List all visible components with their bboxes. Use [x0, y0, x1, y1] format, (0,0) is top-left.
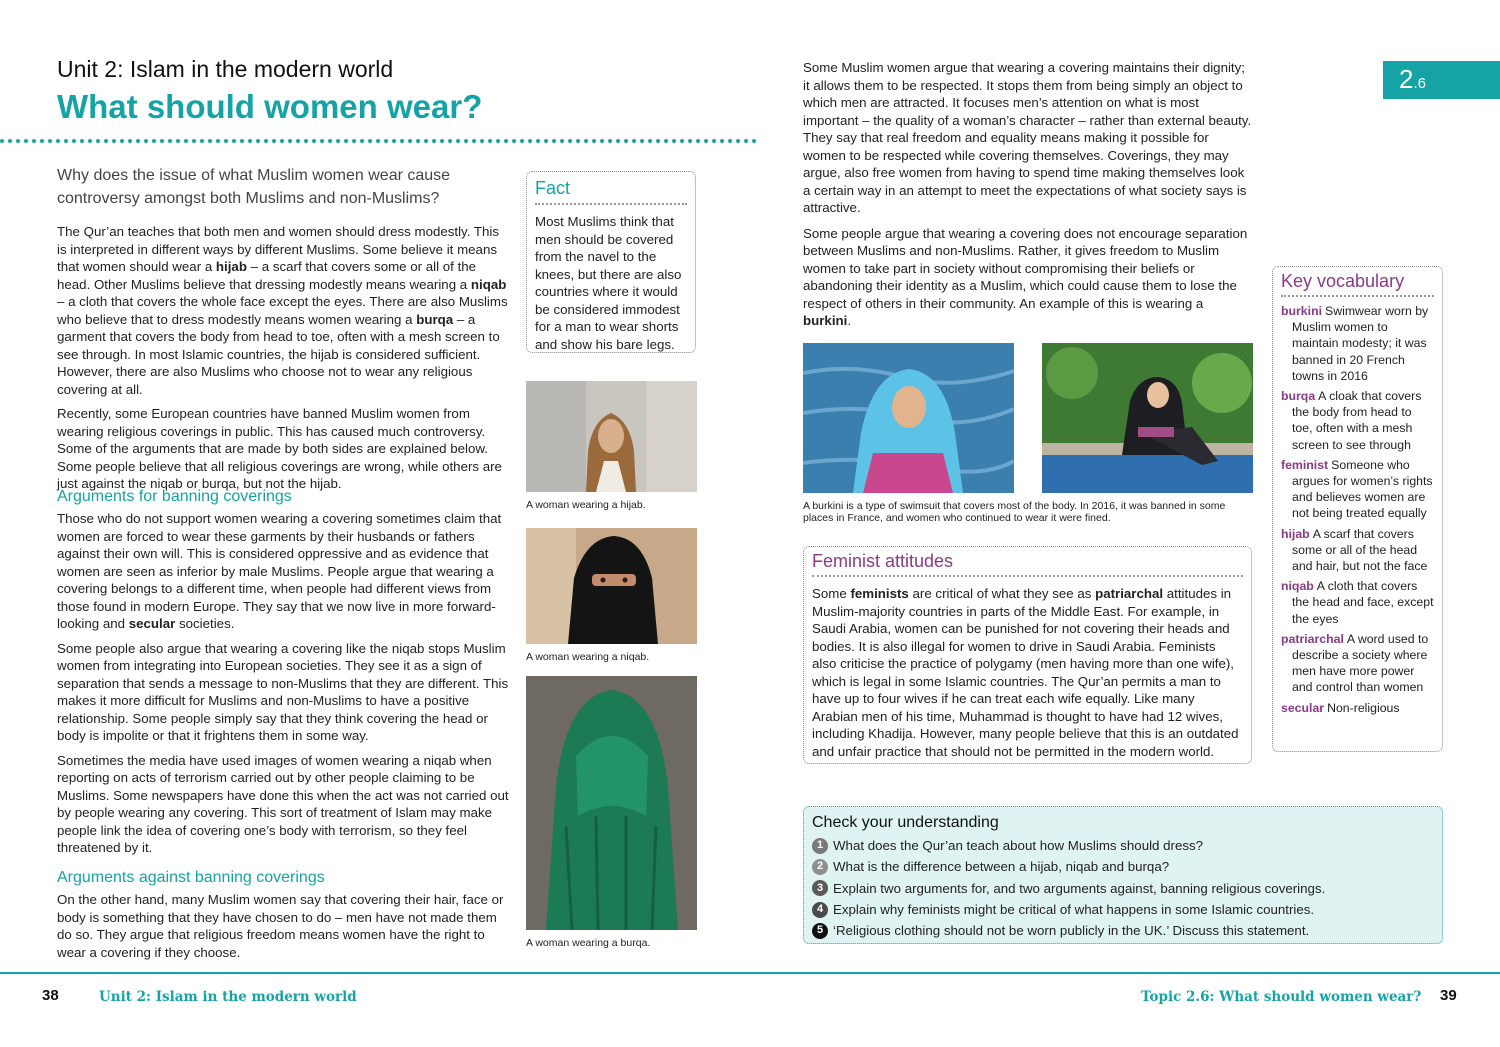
- niqab-photo: [526, 528, 697, 644]
- burqa-caption: A woman wearing a burqa.: [526, 937, 651, 949]
- hijab-caption: A woman wearing a hijab.: [526, 499, 646, 511]
- against-banning-body: [57, 891, 509, 968]
- question-item: 2 What is the difference between a hijab, niqab and burqa?: [812, 856, 1434, 877]
- question-number-icon: 5: [812, 923, 828, 939]
- left-footer-title: Unit 2: Islam in the modern world: [99, 989, 357, 1005]
- vocab-entry: patriarchal A word used to describe a society where men have more power and control than women: [1281, 631, 1429, 695]
- section-heading: Arguments for banning coverings: [57, 488, 292, 505]
- question-item: 3 Explain two arguments for, and two arguments against, banning religious coverings.: [812, 878, 1434, 899]
- question-item: 5 ‘Religious clothing should not be worn publicly in the UK.’ Discuss this statement.: [812, 920, 1434, 941]
- vocab-entry: burkini Swimwear worn by Muslim women to maintain modesty; it was banned in 20 French towns in 2016: [1281, 304, 1429, 383]
- for-banning-body: [57, 510, 509, 864]
- fact-text: Most Muslims think that men should be covered from the navel to the knees, but there are also countries where it would be considered immodest for a man to wear shorts and show his bare legs.: [535, 214, 682, 352]
- question-item: 1 What does the Qur’an teach about how Muslims should dress?: [812, 835, 1434, 856]
- check-title: Check your understanding: [812, 814, 999, 831]
- vocab-entry: hijab A scarf that covers some or all of the head and hair, but not the face: [1281, 526, 1428, 574]
- vocab-entry: niqab A cloth that covers the head and face, except the eyes: [1281, 579, 1434, 626]
- right-intro-body: [803, 59, 1253, 330]
- feminist-box: [803, 546, 1252, 764]
- question-number-icon: 4: [812, 902, 828, 918]
- page-heading: What should women wear?: [57, 88, 483, 125]
- question-number-icon: 2: [812, 859, 828, 875]
- paragraph: On the other hand, many Muslim women say that covering their hair, face or body is something that they have chosen to do – men have not made them do so. They argue that religious freedom means women have the right to wear a covering if they choose.: [57, 892, 504, 960]
- burkini-photo-pool: [803, 343, 1014, 493]
- vocab-box: [1272, 266, 1443, 752]
- paragraph: Some people argue that wearing a covering does not encourage separation between Muslims and non-Muslims. Rather, it gives freedom to Muslim women to take part in society without compromising their beliefs or abandoning their identity as a Muslim, which could cause them to lose the respect of others in their community. An example of this is wearing a burkini.: [803, 225, 1248, 328]
- question-number-icon: 1: [812, 838, 828, 854]
- topic-badge: 2.6: [1383, 61, 1500, 99]
- burkini-caption: A burkini is a type of swimsuit that covers most of the body. In 2016, it was banned in some places in France, and women who continued to wear it were fined.: [803, 500, 1226, 524]
- check-understanding-box: [803, 806, 1443, 944]
- paragraph: Some people also argue that wearing a covering like the niqab stops Muslim women from integrating into European societies. They see it as a sign of separation that sends a message to non-Muslims that they are different. This makes it more difficult for Muslims and non-Muslims to have a positive relationship. Some people simply say that they think covering the head or body is impolite or that it frightens them in some way.: [57, 640, 509, 743]
- niqab-caption: A woman wearing a niqab.: [526, 651, 650, 663]
- intro-body: [57, 223, 509, 500]
- paragraph: Sometimes the media have used images of women wearing a niqab when reporting on acts of terrorism carried out by other people claiming to be Muslims. Some newspapers have done this when the act was not carried out by people wearing any covering. This sort of treatment of Islam may make people link the idea of covering one’s body with terrorism, so they feel threatened by it.: [57, 752, 509, 855]
- unit-title: Unit 2: Islam in the modern world: [57, 56, 394, 82]
- right-page-number: 39: [1440, 987, 1457, 1004]
- heading-divider: [0, 139, 757, 143]
- burqa-photo: [526, 676, 697, 930]
- paragraph: Recently, some European countries have banned Muslim women from wearing religious coverings in public. This has caused much controversy. Some of the arguments that are made by both sides are explained below. Some people believe that all religious coverings are wrong, while others are just against the niqab or burqa, but not the hijab.: [57, 406, 502, 491]
- paragraph: Some Muslim women argue that wearing a covering maintains their dignity; it allows them to be respected. It stops them from being simply an object to which men are attracted. It focuses men’s attention on what is most important – the quality of a woman’s character – rather than external beauty. They say that real freedom and equality means making it possible for women to be respected while covering themselves. Coverings, they may argue, also free women from having to spend time making themselves look a certain way in an attempt to meet the expectations of what society says is attractive.: [803, 60, 1252, 215]
- feminist-title: Feminist attitudes: [812, 551, 1243, 577]
- vocab-title: Key vocabulary: [1281, 271, 1434, 297]
- paragraph: The Qur’an teaches that both men and women should dress modestly. This is interpreted in different ways by different Muslims. Some believe it means that women should wear a hijab – a scarf that covers some or all of the head. Other Muslims believe that dressing modestly means wearing a niqab – a cloth that covers the whole face except the eyes. There are also Muslims who believe that to dress modestly means women wearing a burqa – a garment that covers the body from head to toe, often with a mesh screen to see through. In most Islamic countries, the hijab is considered sufficient. However, there are also Muslims who choose not to wear any religious covering at all.: [57, 224, 508, 397]
- fact-box: [526, 171, 696, 353]
- burkini-photo-poolside: [1042, 343, 1253, 493]
- feminist-text: Some feminists are critical of what they see as patriarchal attitudes in Muslim-majority countries in parts of the Middle East. For example, in Saudi Arabia, women can be punished for not covering their heads and bodies. It is also illegal for women to drive in Saudi Arabia. Feminists also criticise the practice of polygamy (men having more than one wife), which is legal in some Islamic countries. The Qur’an permits a man to have up to four wives if he can treat each wife equally. Like many Arabian men of his time, Muhammad is thought to have had 12 wives, including Khadija. However, many people believe that this is an outdated and unfair practice that should not be permitted in the modern world.: [812, 586, 1239, 759]
- section-heading: Arguments against banning coverings: [57, 869, 325, 886]
- hijab-photo: [526, 381, 697, 492]
- fact-title: Fact: [535, 178, 687, 205]
- vocab-entry: secular Non-religious: [1281, 700, 1400, 715]
- vocab-entry: feminist Someone who argues for women’s rights and believes women are not being treated equally: [1281, 457, 1433, 521]
- footer-divider: [0, 972, 1500, 974]
- right-footer-title: Topic 2.6: What should women wear?: [1141, 989, 1422, 1005]
- question-number-icon: 3: [812, 880, 828, 896]
- intro-question: Why does the issue of what Muslim women wear cause controversy amongst both Muslims and non-Muslims?: [57, 167, 451, 207]
- left-page-number: 38: [42, 987, 59, 1004]
- paragraph: Those who do not support women wearing a covering sometimes claim that women are forced to wear these garments by their husbands or fathers against their own will. This is considered oppressive and as evidence that women are seen as inferior by male Muslims. People argue that wearing a covering belongs to a different time, when people had different views from those found in modern Europe. They say that we now live in more forward-looking and secular societies.: [57, 511, 502, 631]
- vocab-entry: burqa A cloak that covers the body from head to toe, often with a mesh screen to see through: [1281, 389, 1422, 452]
- question-item: 4 Explain why feminists might be critical of what happens in some Islamic countries.: [812, 899, 1434, 920]
